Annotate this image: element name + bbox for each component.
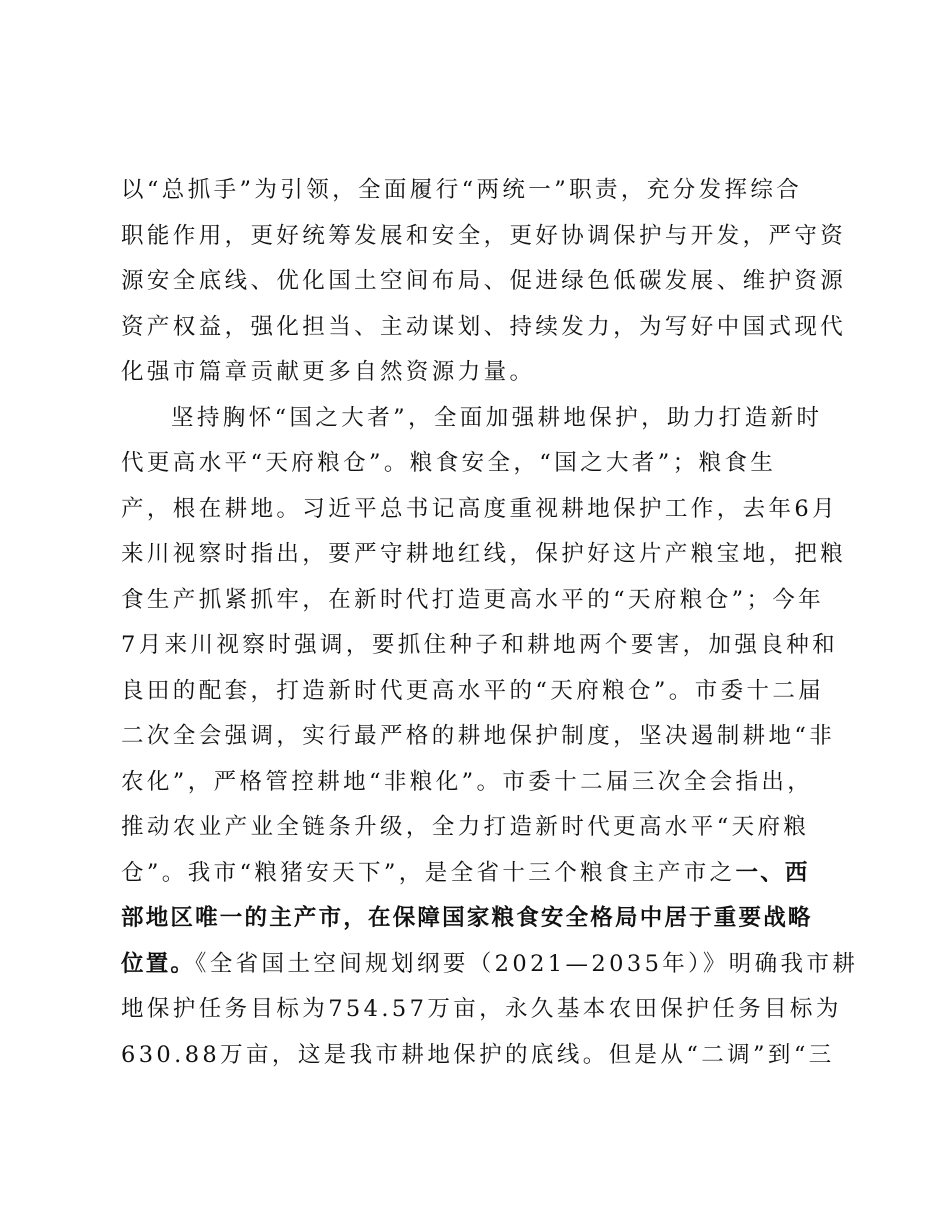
text-line: 7月来川视察时强调，要抓住种子和耕地两个要害，加强良种和 (121, 632, 839, 658)
text-line: 良田的配套，打造新时代更高水平的“天府粮仓”。市委十二届 (121, 677, 825, 704)
text-line: 来川视察时指出，要严守耕地红线，保护好这片产粮宝地，把粮 (121, 541, 847, 567)
text-line (121, 942, 859, 988)
text-segment: 仓”。我市“粮猪安天下”，是全省十三个粮食主产市之 (121, 859, 736, 886)
text-line: 代更高水平“天府粮仓”。粮食安全，“国之大者”；粮食生 (121, 450, 777, 476)
bold-text-line: 部地区唯一的主产市，在保障国家粮食安全格局中居于重要战略 (121, 905, 813, 931)
bold-text-segment: 一、西 (735, 859, 810, 886)
text-line: 630.88万亩，这是我市耕地保护的底线。但是从“二调”到“三 (121, 1041, 835, 1068)
paragraph-2 (121, 396, 859, 1079)
text-line: 食生产抓紧抓牢，在新时代打造更高水平的“天府粮仓”；今年 (121, 586, 825, 613)
text-line: 化强市篇章贡献更多自然资源力量。 (121, 359, 536, 385)
text-line: 推动农业产业全链条升级，全力打造新时代更高水平“天府粮 (121, 814, 810, 840)
text-line: 二次全会强调，实行最严格的耕地保护制度，坚决遏制耕地“非 (121, 723, 836, 749)
text-line: 以“总抓手”为引领，全面履行“两统一”职责，充分发挥综合 (121, 177, 803, 203)
document-body (121, 168, 859, 1078)
text-line: 源安全底线、优化国土空间布局、促进绿色低碳发展、维护资源 (121, 268, 847, 294)
text-line: 产，根在耕地。习近平总书记高度重视耕地保护工作，去年6月 (121, 495, 839, 522)
text-line: 农化”，严格管控耕地“非粮化”。市委十二届三次全会指出， (121, 768, 814, 795)
text-line: 职能作用，更好统筹发展和安全，更好协调保护与开发，严守资 (121, 222, 847, 249)
text-segment: 《全省国土空间规划纲要（2021—2035年）》明确我市耕 (195, 950, 859, 977)
paragraph-1 (121, 168, 847, 396)
text-line: 坚持胸怀“国之大者”，全面加强耕地保护，助力打造新时 (171, 404, 823, 431)
bold-text-segment: 位置。 (121, 950, 196, 977)
text-line (121, 851, 841, 897)
text-line: 地保护任务目标为754.57万亩，永久基本农田保护任务目标为 (121, 996, 842, 1022)
text-line: 资产权益，强化担当、主动谋划、持续发力，为写好中国式现代 (121, 313, 847, 340)
